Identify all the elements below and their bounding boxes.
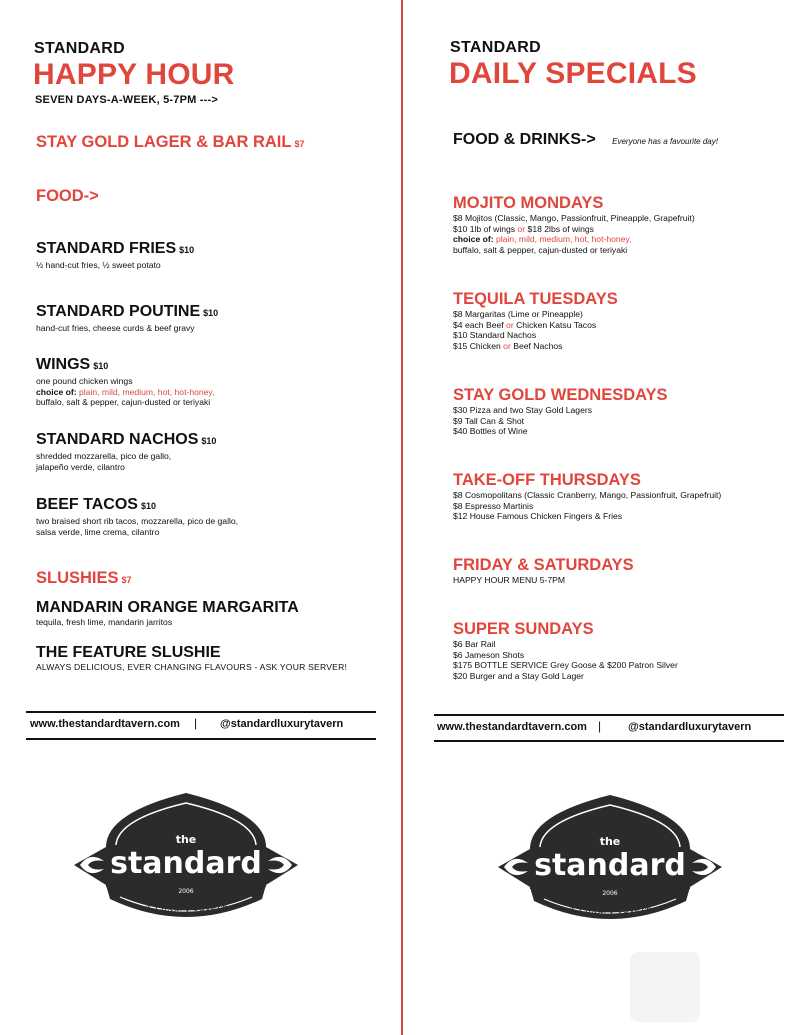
faint-watermark <box>630 952 700 1022</box>
item-name: STANDARD NACHOS <box>36 431 199 448</box>
or-line-b: $18 2lbs of wings <box>525 223 594 234</box>
logo-standard-text: standard <box>534 848 686 883</box>
item-name: WINGS <box>36 356 91 373</box>
stay-gold-name: STAY GOLD LAGER & BAR RAIL <box>36 133 292 151</box>
slushies-header <box>36 568 132 590</box>
slushie-description: tequila, fresh lime, mandarin jarritos <box>36 617 173 627</box>
or-word: or <box>503 340 511 351</box>
item-name: STANDARD POUTINE <box>36 303 201 320</box>
special-stay-gold-wednesdays <box>453 385 668 437</box>
item-description: one pound chicken wings <box>36 376 133 386</box>
day-line: $8 Espresso Martinis <box>453 500 534 511</box>
footer-separator: | <box>194 716 198 730</box>
logo-the-text: the <box>175 833 197 846</box>
menu-item-beef-tacos <box>36 495 238 537</box>
day-title: SUPER SUNDAYS <box>453 620 594 638</box>
or-line-a: $4 each Beef <box>453 319 507 330</box>
item-price: $10 <box>201 436 217 446</box>
logo-script: A Luxury Tavern <box>568 905 652 916</box>
day-title: TAKE-OFF THURSDAYS <box>453 471 641 489</box>
day-line: $8 Mojitos (Classic, Mango, Passionfruit, Pineapple, Grapefruit) <box>453 213 695 223</box>
item-description: two braised short rib tacos, mozzarella, pico de gallo, <box>36 516 239 526</box>
day-line: $175 BOTTLE SERVICE Grey Goose & $200 Patron Silver <box>453 660 678 671</box>
logo-the-text: the <box>599 835 621 848</box>
stay-gold-lager-special <box>36 132 304 154</box>
happy-hour-title: HAPPY HOUR <box>33 58 235 91</box>
slushie-name: THE FEATURE SLUSHIE <box>36 644 221 661</box>
slushie-name: MANDARIN ORANGE MARGARITA <box>36 599 299 616</box>
footer-website[interactable]: www.thestandardtavern.com <box>30 718 180 730</box>
item-price: $10 <box>140 501 156 511</box>
day-line: $12 House Famous Chicken Fingers & Fries <box>453 511 623 522</box>
logo-script: A Luxury Tavern <box>144 903 228 914</box>
daily-specials-title: DAILY SPECIALS <box>449 57 697 90</box>
special-friday-saturdays <box>453 555 634 586</box>
slushies-price: $7 <box>121 575 132 585</box>
day-line: $40 Bottles of Wine <box>453 426 528 437</box>
menu-item-nachos <box>36 430 216 472</box>
special-super-sundays <box>453 619 678 681</box>
or-line-a: $15 Chicken <box>453 340 504 351</box>
tagline: Everyone has a favourite day! <box>612 137 718 146</box>
item-description: shredded mozzarella, pico de gallo, <box>36 451 172 461</box>
footer-rule-top <box>26 711 376 713</box>
choice-options-continued: buffalo, salt & pepper, cajun-dusted or teriyaki <box>36 397 211 408</box>
logo-year: 2006 <box>602 890 618 897</box>
choice-options-continued: buffalo, salt & pepper, cajun-dusted or teriyaki <box>453 244 628 255</box>
the-standard-logo <box>66 785 306 935</box>
day-line: HAPPY HOUR MENU 5-7PM <box>453 575 566 585</box>
happy-hour-kicker: STANDARD <box>34 40 125 57</box>
menu-item-wings <box>36 355 214 408</box>
day-title: MOJITO MONDAYS <box>453 194 604 212</box>
stay-gold-price: $7 <box>294 139 305 149</box>
day-line: $20 Burger and a Stay Gold Lager <box>453 670 584 681</box>
happy-hour-subtitle: SEVEN DAYS-A-WEEK, 5-7PM ---> <box>35 94 218 106</box>
food-drinks-label <box>453 131 596 148</box>
footer-rule-top <box>434 714 784 716</box>
food-drinks-row <box>453 130 718 149</box>
day-title: FRIDAY & SATURDAYS <box>453 556 634 574</box>
food-header: FOOD-> <box>36 187 99 205</box>
daily-specials-column <box>404 0 800 1035</box>
menu-item-poutine <box>36 302 218 334</box>
day-title: STAY GOLD WEDNESDAYS <box>453 386 668 404</box>
footer-website[interactable]: www.thestandardtavern.com <box>437 721 587 733</box>
day-line: $10 Standard Nachos <box>453 330 537 341</box>
slushie-description: ALWAYS DELICIOUS, EVER CHANGING FLAVOURS - ASK YOUR SERVER! <box>36 662 348 672</box>
or-line-b: Chicken Katsu Tacos <box>513 319 597 330</box>
item-description: hand-cut fries, cheese curds & beef gravy <box>36 323 195 333</box>
special-take-off-thursdays <box>453 470 721 522</box>
day-line: $6 Bar Rail <box>453 639 496 649</box>
slushie-feature <box>36 643 347 673</box>
item-description-continued: salsa verde, lime crema, cilantro <box>36 526 160 537</box>
item-description: ½ hand-cut fries, ½ sweet potato <box>36 260 161 270</box>
logo-standard-text: standard <box>110 846 262 881</box>
special-mojito-mondays <box>453 193 695 255</box>
or-line-a: $10 1lb of wings <box>453 223 518 234</box>
daily-specials-kicker: STANDARD <box>450 39 541 56</box>
footer-handle[interactable]: @standardluxurytavern <box>628 721 752 733</box>
or-word: or <box>517 223 526 234</box>
special-tequila-tuesdays <box>453 289 618 351</box>
slushie-mandarin <box>36 598 299 628</box>
day-title: TEQUILA TUESDAYS <box>453 290 618 308</box>
day-line: $8 Cosmopolitans (Classic Cranberry, Mango, Passionfruit, Grapefruit) <box>453 490 722 500</box>
footer-separator: | <box>598 719 602 733</box>
choice-options: plain, mild, medium, hot, hot-honey, <box>78 386 215 397</box>
day-line: $6 Jameson Shots <box>453 649 525 660</box>
item-name: BEEF TACOS <box>36 496 138 513</box>
day-line: $9 Tall Can & Shot <box>453 415 525 426</box>
slushies-title: SLUSHIES <box>36 569 119 587</box>
food-drinks-text: FOOD & DRINKS-> <box>453 131 596 148</box>
item-price: $10 <box>179 245 195 255</box>
item-name: STANDARD FRIES <box>36 240 177 257</box>
footer-rule-bottom <box>26 738 376 740</box>
logo-year: 2006 <box>178 888 194 895</box>
item-price: $10 <box>93 361 109 371</box>
choice-label: choice of: <box>36 386 77 397</box>
footer-handle[interactable]: @standardluxurytavern <box>220 718 344 730</box>
the-standard-logo <box>490 787 730 937</box>
item-price: $10 <box>203 308 219 318</box>
footer-rule-bottom <box>434 740 784 742</box>
choice-label: choice of: <box>453 234 494 245</box>
menu-item-fries <box>36 239 194 271</box>
or-line-b: Beef Nachos <box>510 340 563 351</box>
day-line: $8 Margaritas (Lime or Pineapple) <box>453 309 583 319</box>
choice-options: plain, mild, medium, hot, hot-honey, <box>495 234 632 245</box>
item-description-continued: jalapeño verde, cilantro <box>36 461 125 472</box>
day-line: $30 Pizza and two Stay Gold Lagers <box>453 405 593 415</box>
or-word: or <box>506 319 514 330</box>
